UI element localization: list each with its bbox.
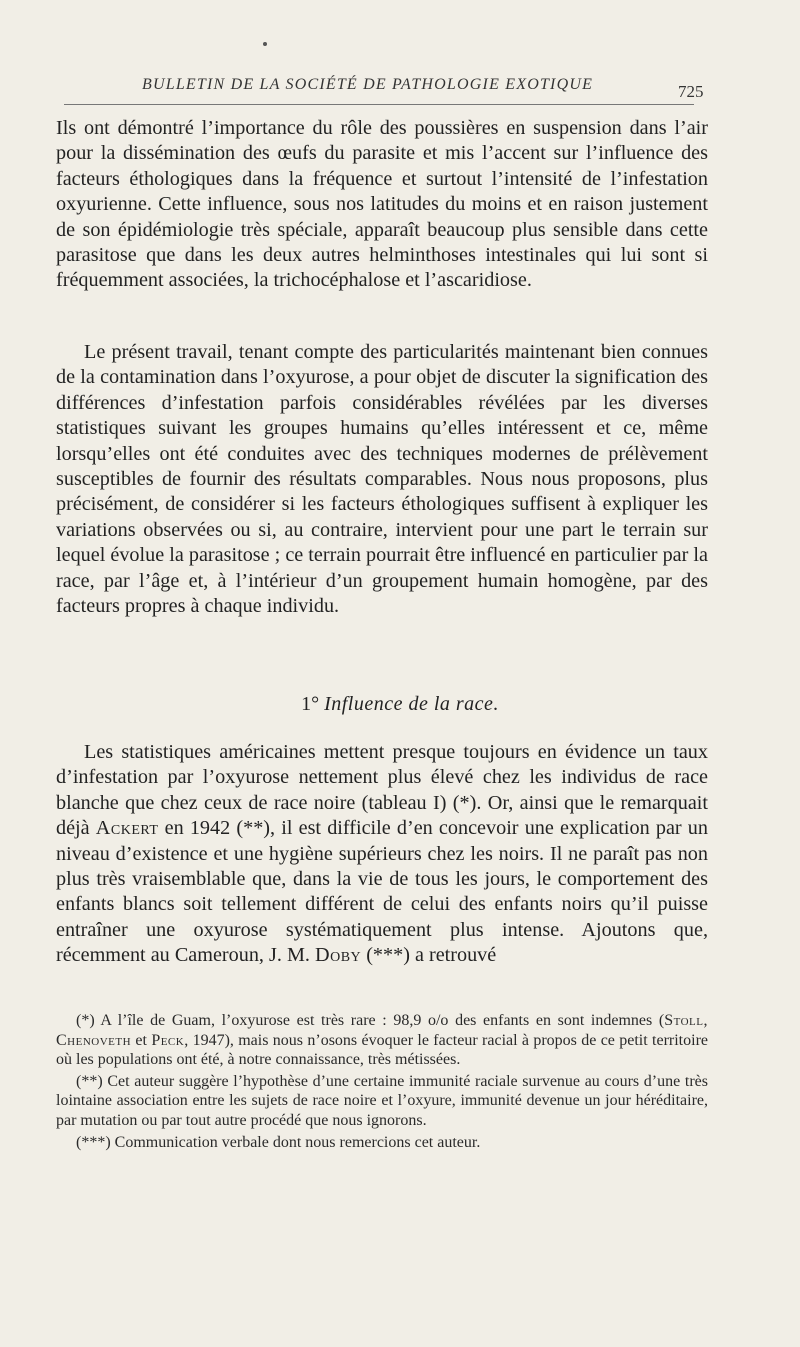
section-title: Influence de la race. [324,693,499,715]
author-ackert: Ackert [95,817,159,840]
paragraph-3-part-c: (***) a retrouvé [361,944,497,967]
paragraph-3-part-b: en 1942 (**), il est difficile d’en concevoir une explication par un niveau d’existence et une hygiène supérieurs chez les noirs. Il ne paraît pas non plus très vraisemblable que, dans la vie de tous les jours, le comportement des enfants blancs soit tellement différent de celui des enfants noirs qu’il puisse entraîner une oxyurose systématiquement plus intense. Ajoutons que, récemment au Cameroun, J. M. [56,817,708,967]
footnote-1-author-peck: Peck [151,1031,185,1049]
author-doby: Doby [315,944,362,967]
section-number: 1° [301,693,320,715]
footnote-1-part-b: , 1947), mais nous n’osons évoquer le facteur racial à propos de ce petit territoire où les populations ont été, à notre connaissance, très métissées. [56,1031,709,1069]
section-heading [0,693,800,716]
paragraph-3-part-a: Les statistiques américaines mettent presque toujours en évidence un taux d’infestation par l’oxyurose nettement plus élevé chez les individus de race blanche que chez ceux de race noire (tableau I) (*). Or, ainsi que le remarquait déjà [56,741,708,840]
header-rule [64,104,694,105]
running-title: BULLETIN DE LA SOCIÉTÉ DE PATHOLOGIE EXOTIQUE [142,76,594,93]
footnote-1-et: et [131,1031,152,1049]
footnote-3: (***) Communication verbale dont nous remercions cet auteur. [76,1133,481,1151]
page-number: 725 [678,82,704,101]
footnote-1-authors: Stoll, Chenoveth [56,1012,708,1049]
footnote-1 [56,1011,708,1070]
footnotes [56,1011,708,1154]
print-mark [263,42,267,46]
paragraph-2: Le présent travail, tenant compte des particularités maintenant bien connues de la contamination dans l’oxyurose, a pour objet de discuter la signification des différences d’infestation parfois considérables révélées par les diverses statistiques suivant les groupes humains qu’elles intéressent et ce, même lorsqu’elles ont été conduites avec des techniques modernes de prélèvement susceptibles de fournir des résultats comparables. Nous nous proposons, plus précisément, de considérer si les facteurs éthologiques suffisent à expliquer les variations observées ou si, au contraire, intervient pour une part le terrain sur lequel évolue la parasitose ; ce terrain pourrait être influencé en particulier par la race, par l’âge et, à l’intérieur d’un groupement humain homogène, par des facteurs propres à chaque individu. [56,341,708,618]
paragraph-1: Ils ont démontré l’importance du rôle des poussières en suspension dans l’air pour la dissémination des œufs du parasite et mis l’accent sur l’influence des facteurs éthologiques dans la fréquence et surtout l’intensité de l’infestation oxyurienne. Cette influence, sous nos latitudes du moins et en raison justement de son épidémiologie très spéciale, apparaît beaucoup plus sensible dans cette parasitose que dans les deux autres helminthoses intestinales qui lui sont si fréquemment associées, la trichocéphalose et l’ascaridiose. [56,117,708,292]
footnote-1-part-a: (*) A l’île de Guam, l’oxyurose est très rare : 98,9 o/o des enfants en sont indemnes ( [76,1012,665,1029]
paragraph-3 [56,740,708,969]
footnote-2: (**) Cet auteur suggère l’hypothèse d’une certaine immunité raciale survenue au cours d’une très lointaine association entre les sujets de race noire et l’oxyure, immunité devenue un jour héréditaire, par mutation ou par tout autre procédé que nous ignorons. [56,1072,708,1129]
